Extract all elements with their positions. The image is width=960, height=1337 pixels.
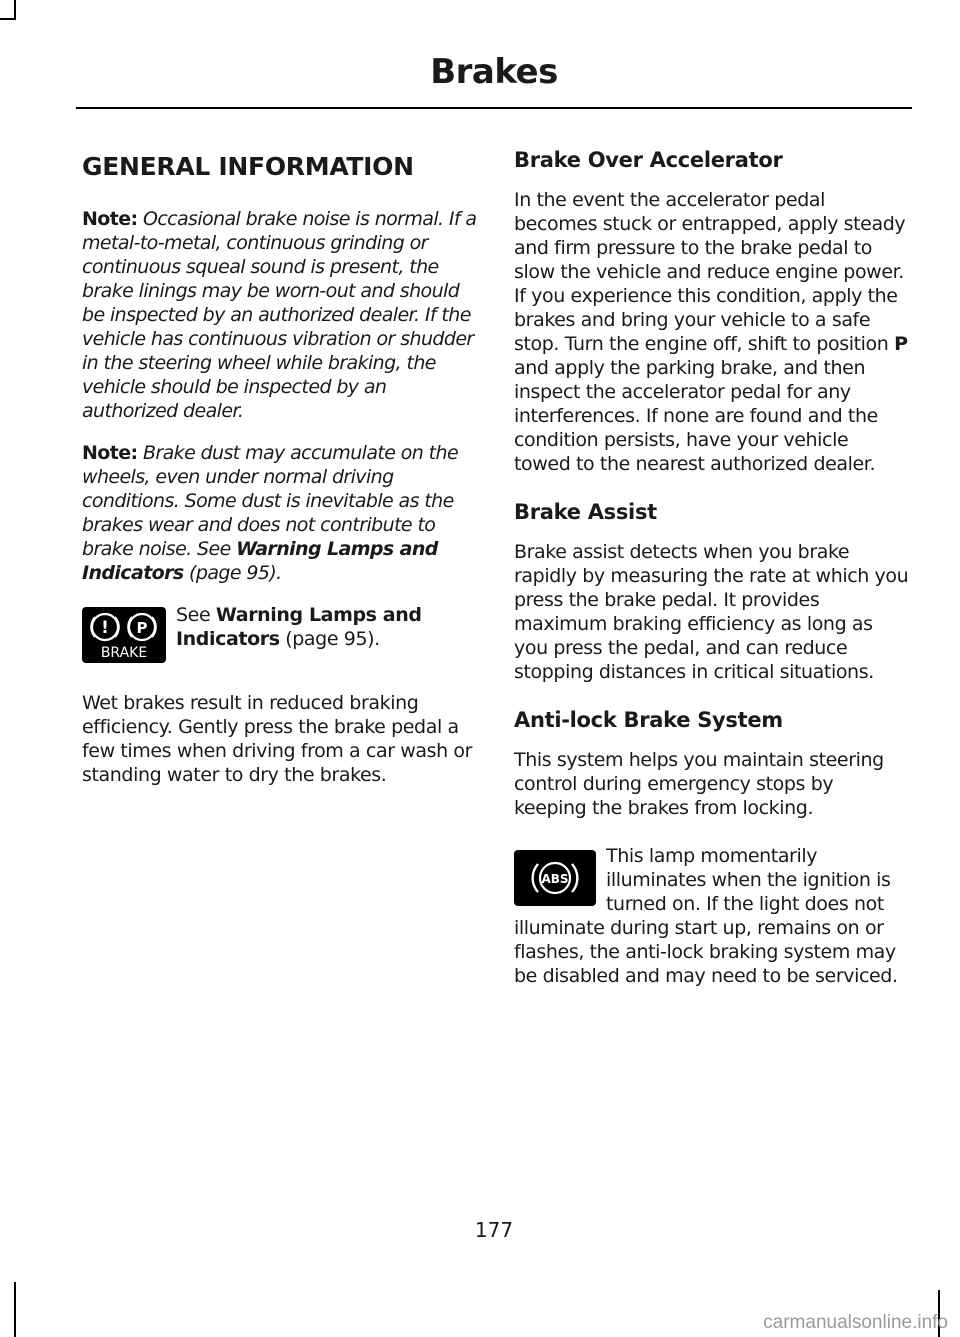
cross-reference-link[interactable]: Warning Lamps and Indicators bbox=[176, 604, 422, 650]
page-title: Brakes bbox=[430, 52, 558, 92]
crop-mark bbox=[0, 18, 16, 20]
crop-mark bbox=[14, 0, 16, 18]
note-label: Note: bbox=[82, 442, 138, 464]
svg-text:!: ! bbox=[101, 618, 109, 638]
subsection-heading-brake-assist: Brake Assist bbox=[514, 500, 657, 524]
note-text: Brake dust may accumulate on the wheels, even under normal driving conditions. Some dust is inevitable as the brakes wear and does not contribute to brake noise. See bbox=[82, 442, 459, 560]
gear-position: P bbox=[894, 333, 908, 355]
abs-paragraph: This system helps you maintain steering control during emergency stops by keeping the brakes from locking. bbox=[514, 749, 884, 819]
subsection-heading-brake-over-accelerator: Brake Over Accelerator bbox=[514, 148, 783, 172]
brake-warning-icon bbox=[82, 607, 166, 663]
note-label: Note: bbox=[82, 208, 138, 230]
page-number: 177 bbox=[474, 1218, 514, 1242]
note-brake-dust bbox=[82, 441, 480, 585]
watermark: carmanualsonline.info bbox=[763, 1312, 948, 1333]
left-column bbox=[82, 148, 480, 811]
brake-over-accelerator-paragraph bbox=[514, 188, 910, 476]
brake-icon-label: BRAKE bbox=[100, 645, 148, 661]
header-divider bbox=[76, 107, 912, 109]
abs-lamp-paragraph: This lamp momentarily illuminates when the ignition is turned on. If the light does not illuminate during start up, remains on or flashes, the anti-lock braking system may be disabled and may need to be serviced. bbox=[514, 845, 898, 987]
paragraph-text: In the event the accelerator pedal becomes stuck or entrapped, apply steady and firm pressure to the brake pedal to slow the vehicle and reduce engine power. If you experience this condition, apply the brakes and bring your vehicle to a safe stop. Turn the engine off, shift to position bbox=[514, 189, 906, 355]
crop-mark bbox=[14, 1282, 16, 1337]
abs-icon-label: ABS bbox=[541, 872, 569, 886]
abs-lamp-block bbox=[514, 844, 910, 988]
abs-warning-icon bbox=[514, 850, 596, 906]
right-column bbox=[514, 148, 910, 1012]
brake-warning-lamp-row bbox=[82, 603, 480, 667]
section-heading: GENERAL INFORMATION bbox=[82, 152, 414, 181]
note-text: Occasional brake noise is normal. If a metal-to-metal, continuous grinding or continuous squeal sound is present, the brake linings may be worn-out and should be inspected by an authorized dealer. If the vehicle has continuous vibration or shudder in the steering wheel while braking, the vehicle should be inspected by an authorized dealer. bbox=[82, 208, 477, 422]
wet-brakes-paragraph: Wet brakes result in reduced braking efficiency. Gently press the brake pedal a few times when driving from a car wash or standing water to dry the brakes. bbox=[82, 692, 473, 786]
note-brake-noise bbox=[82, 207, 480, 423]
cross-reference-link[interactable]: Warning Lamps and Indicators bbox=[82, 538, 438, 584]
paragraph-text: and apply the parking brake, and then inspect the accelerator pedal for any interferences. If none are found and the condition persists, have your vehicle towed to the nearest authorized dealer. bbox=[514, 357, 878, 475]
subsection-heading-abs: Anti-lock Brake System bbox=[514, 708, 783, 732]
svg-text:P: P bbox=[136, 619, 148, 637]
see-text: See bbox=[176, 604, 216, 626]
page-reference: (page 95). bbox=[279, 628, 380, 650]
brake-assist-paragraph: Brake assist detects when you brake rapidly by measuring the rate at which you press the brake pedal. It provides maximum braking efficiency as long as you press the pedal, and can reduce stopping distances in critical situations. bbox=[514, 541, 909, 683]
page-reference: (page 95). bbox=[183, 562, 282, 584]
